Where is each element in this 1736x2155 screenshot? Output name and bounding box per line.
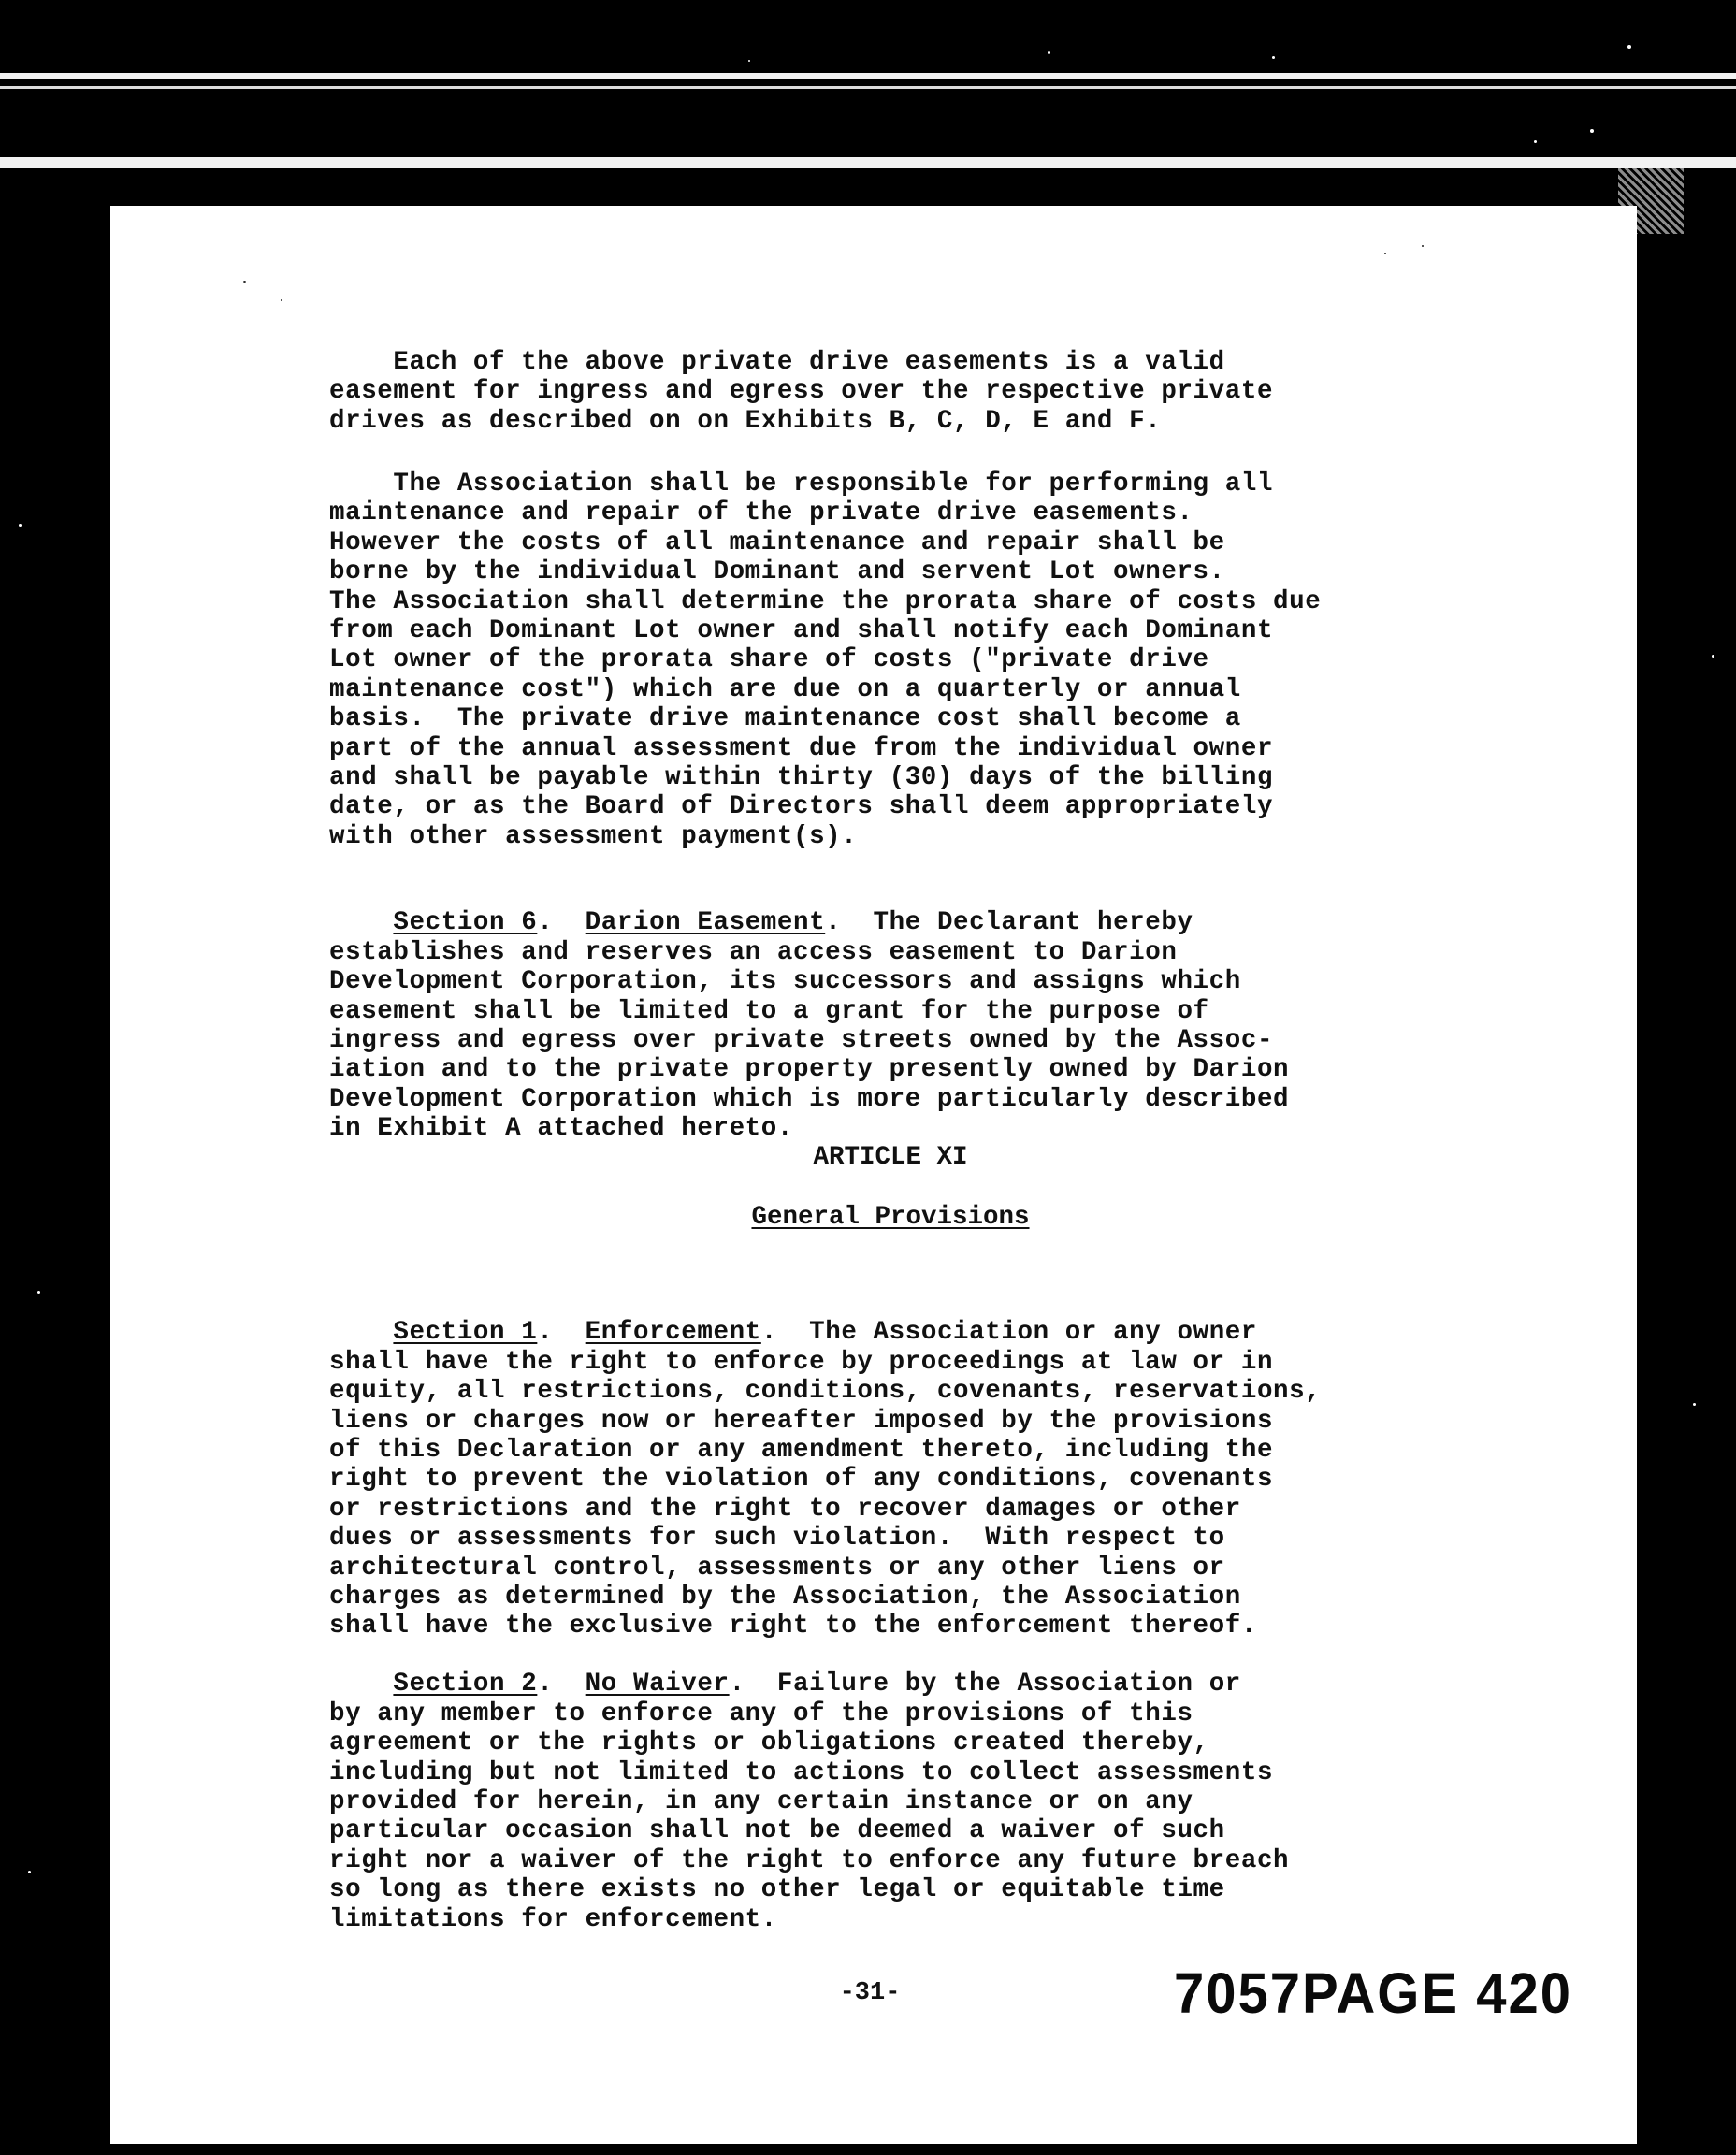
article-subheading bbox=[329, 1203, 1452, 1232]
scan-speck bbox=[1048, 51, 1050, 54]
section-2-first-line: Failure by the Association or bbox=[745, 1670, 1241, 1699]
scan-speck bbox=[243, 281, 246, 283]
article-heading: ARTICLE XI bbox=[813, 1143, 968, 1172]
section-6-label: Section 6 bbox=[393, 908, 538, 938]
scan-speck bbox=[1628, 45, 1631, 49]
scan-speck bbox=[1422, 245, 1424, 247]
section-2-body: by any member to enforce any of the provisions of this agreement or the rights or obligations created thereby, including but not limited to actions to collect assessments provided for herein, in any certain instance or on any particular occasion shall not be deemed a waiver of such right nor a waiver of the right to enforce any future breach so long as there exists no other legal or equitable time limitations for enforcement. bbox=[329, 1699, 1290, 1934]
section-1-body: shall have the right to enforce by proceedings at law or in equity, all restrictions, conditions, covenants, reservations, liens or charges now or hereafter imposed by the provisions of this Declaration or any amendment thereto, including the right to prevent the violation of any conditions, covenants or restrictions and the right to recover damages or other dues or assessments for such violation. With respect to architectural control, assessments or any other liens or charges as determined by the Association, the Association shall have the exclusive right to the enforcement thereof. bbox=[329, 1347, 1322, 1642]
section-6-body: establishes and reserves an access easement to Darion Development Corporation, its successors and assigns which easement shall be limited to a grant for the purpose of ingress and egress over private streets owned by the Assoc- iation and to the private property presently owned by Darion Development Corporation which is more particularly described in Exhibit A attached hereto. bbox=[329, 937, 1290, 1144]
section-1-enforcement: Section 1. Enforcement. The Association or any owner shall have the right to enforce by proceedings at law or in equity, all restrictions, conditions, covenants, reservations, liens or charges now or hereafter imposed by the provisions of this Declaration or any amendment thereto, including the right to prevent the violation of any conditions, covenants or restrictions and the right to recover damages or other dues or assessments for such violation. With respect to architectural control, assessments or any other liens or charges as determined by the Association, the Association shall have the exclusive right to the enforcement thereof. bbox=[329, 1318, 1322, 1642]
scan-speck bbox=[1693, 1403, 1696, 1406]
article-subheading-text: General Provisions bbox=[751, 1203, 1030, 1232]
section-2-no-waiver: Section 2. No Waiver. Failure by the Association or by any member to enforce any of the provisions of this agreement or the rights or obligations created thereby, including but not limited to actions to collect assessments provided for herein, in any certain instance or on any particular occasion shall not be deemed a waiver of such right nor a waiver of the right to enforce any future breach so long as there exists no other legal or equitable time limitations for enforcement. bbox=[329, 1670, 1290, 1934]
scan-speck bbox=[1590, 129, 1594, 133]
scan-speck bbox=[19, 524, 22, 527]
scan-speck bbox=[1712, 655, 1714, 658]
scan-speck bbox=[28, 1871, 31, 1873]
paragraph-association-maintenance: The Association shall be responsible for performing all maintenance and repair of the private drive easements. However the costs of all maintenance and repair shall be borne by the individual Dominant and servent Lot owners. The Association shall determine the prorata share of costs due from each Dominant Lot owner and shall notify each Dominant Lot owner of the prorata share of costs ("private drive maintenance cost") which are due on a quarterly or annual basis. The private drive maintenance cost shall become a part of the annual assessment due from the individual owner and shall be payable within thirty (30) days of the billing date, or as the Board of Directors shall deem appropriately with other assessment payment(s). bbox=[329, 470, 1322, 851]
scan-speck bbox=[37, 1291, 40, 1294]
section-1-label: Section 1 bbox=[393, 1318, 538, 1348]
section-6-darion-easement: Section 6. Darion Easement. The Declarant hereby establishes and reserves an access easement to Darion Development Corporation, its successors and assigns which easement shall be limited to a grant for the purpose of ingress and egress over private streets owned by the Assoc- iation and to the private property presently owned by Darion Development Corporation which is more particularly described in Exhibit A attached hereto. bbox=[329, 908, 1290, 1144]
scan-border-line bbox=[0, 73, 1736, 79]
scan-border-line bbox=[0, 157, 1736, 168]
section-2-title: No Waiver bbox=[585, 1670, 730, 1699]
book-page-stamp: 7057PAGE 420 bbox=[1174, 1961, 1572, 2026]
scan-speck bbox=[1272, 56, 1275, 59]
section-1-first-line: The Association or any owner bbox=[776, 1318, 1258, 1348]
section-6-first-line: The Declarant hereby bbox=[841, 908, 1194, 938]
scan-speck bbox=[1384, 253, 1386, 254]
scan-speck bbox=[1534, 140, 1537, 143]
scan-border-line bbox=[0, 86, 1736, 89]
scan-speck bbox=[281, 299, 282, 301]
section-1-title: Enforcement bbox=[585, 1318, 761, 1348]
page-number: -31- bbox=[839, 1979, 901, 2007]
section-6-title: Darion Easement bbox=[585, 908, 826, 938]
paragraph-private-drive-easements: Each of the above private drive easements is a valid easement for ingress and egress over the respective private drives as described on on Exhibits B, C, D, E and F. bbox=[329, 348, 1274, 436]
scan-speck bbox=[748, 60, 750, 62]
section-2-label: Section 2 bbox=[393, 1670, 538, 1699]
